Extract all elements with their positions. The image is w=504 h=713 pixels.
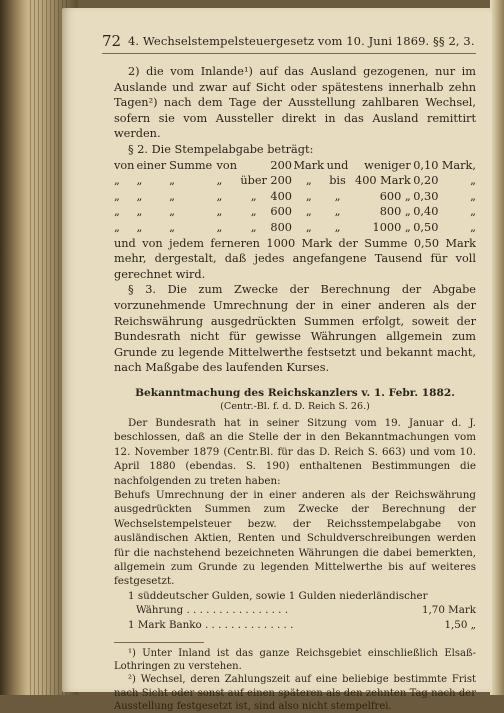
rate-cell-c7: Mark (293, 158, 325, 172)
rate-row (114, 204, 476, 220)
rate-row (114, 158, 476, 174)
rate-cell-c7: „ (305, 189, 312, 203)
rate-cell-c1: „ (114, 205, 120, 219)
rate-cell-c7: „ (305, 205, 312, 219)
rate-cell-c3: „ (169, 189, 175, 203)
rate-cell-c2: „ (136, 205, 143, 219)
rate-cell-c2: „ (136, 220, 143, 234)
currency-row-2 (114, 618, 476, 632)
paragraph-section-3: § 3. Die zum Zwecke der Berechnung der Abgabe vorzunehmende Umrechnung der in einer anderen als der Reichswährung ausgedrückten Summen erfolgt, soweit der Bundesrath nicht für gewisse Währungen allgemein zum Grunde zu legende Mittelwerthe festsetzt und bekannt macht, nach Maßgabe des laufenden Kurses. (114, 283, 476, 375)
rate-cell-c6: 600 (270, 205, 292, 219)
notice-title: Bekanntmachung des Reichskanzlers v. 1. Febr. 1882. (135, 386, 455, 399)
notice-source: (Centr.-Bl. f. d. D. Reich S. 26.) (220, 400, 370, 412)
rate-cell-c8: „ (334, 220, 341, 234)
page-number: 72 (102, 32, 122, 50)
footnote-2: ²) Wechsel, deren Zahlungszeit auf eine beliebige bestimmte Frist nach Sicht oder sonst auf einen späteren als den zehnten Tag nach der Ausstellung festgesetzt ist, sind also nicht stempelfrei. (114, 674, 476, 712)
rate-cell-c9: 400 Mark (355, 174, 411, 188)
rate-cell-c7: „ (305, 174, 312, 188)
page-content (102, 32, 476, 713)
rate-cell-c9: 600 „ (379, 189, 411, 203)
rate-cell-c8: „ (334, 189, 341, 203)
running-header (102, 32, 476, 56)
rate-cell-c2: „ (136, 189, 143, 203)
notice-body: Der Bundesrath hat in seiner Sitzung vom 19. Januar d. J. beschlossen, daß an die Stelle der in den Bekanntmachungen vom 12. November 1879 (Centr.Bl. für das D. Reich S. 663) und vom 10. April 1880 (ebendas. S. 190) enthaltenen Bestimmungen die nachfolgenden zu treten haben: (114, 416, 476, 487)
rate-cell-c9: 800 „ (379, 205, 411, 219)
currency-row-1-value: 1,70 Mark (421, 604, 476, 617)
rate-cell-c5: „ (250, 205, 257, 219)
rate-cell-c6: 200 (270, 174, 292, 188)
rate-cell-c4: „ (216, 220, 223, 234)
rate-cell-c5: „ (250, 189, 257, 203)
rate-cell-c1: von (114, 158, 135, 172)
rate-cell-c5: über (240, 174, 267, 188)
rate-cell-c4: „ (216, 205, 223, 219)
rate-cell-c8: und (326, 158, 349, 172)
rate-cell-c5: „ (250, 220, 257, 234)
header-rule (102, 53, 476, 54)
currency-row-1 (114, 603, 476, 617)
paragraph-section-2-intro: § 2. Die Stempelabgabe beträgt: (128, 142, 314, 156)
rate-table (114, 158, 476, 236)
rate-cell-c8: „ (334, 205, 341, 219)
rate-cell-c8: bis (329, 174, 346, 188)
rate-cell-c11: „ (470, 220, 476, 234)
rate-cell-c10: 0,20 (413, 174, 439, 188)
rate-cell-c10: 0,30 (413, 189, 439, 203)
rate-cell-c5 (239, 158, 268, 174)
currency-row-2-label: 1 Mark Banko . . . . . . . . . . . . . . (128, 618, 294, 631)
rate-cell-c11: „ (470, 205, 476, 219)
footnote-rule (114, 642, 204, 643)
rate-cell-c6: 400 (270, 189, 292, 203)
rate-row (114, 189, 476, 205)
rate-cell-c9: weniger (364, 158, 411, 172)
rate-row (114, 220, 476, 236)
rate-cell-c4: „ (216, 189, 223, 203)
rate-cell-c1: „ (114, 189, 120, 203)
book-page (62, 8, 492, 712)
rate-cell-c11: „ (470, 174, 476, 188)
currency-line-1: 1 süddeutscher Gulden, sowie 1 Gulden niederländischer (128, 589, 428, 602)
currency-row-2-value: 1,50 „ (444, 618, 476, 631)
rate-cell-c3: „ (169, 174, 175, 188)
paragraph-section-2-outro: und von jedem ferneren 1000 Mark der Summe 0,50 Mark mehr, dergestalt, daß jedes angefangene Tausend für voll gerechnet wird. (114, 236, 476, 281)
rate-cell-c4: „ (216, 174, 223, 188)
rate-cell-c3: „ (169, 220, 175, 234)
rate-cell-c3: „ (169, 205, 175, 219)
rate-cell-c6: 200 (270, 158, 292, 172)
rate-cell-c6: 800 (270, 220, 292, 234)
rate-cell-c1: „ (114, 174, 120, 188)
rate-cell-c4: von (216, 158, 237, 172)
rate-cell-c10: 0,10 (413, 158, 439, 172)
rate-cell-c9: 1000 „ (372, 220, 411, 234)
rate-cell-c1: „ (114, 220, 120, 234)
rate-cell-c7: „ (305, 220, 312, 234)
rate-cell-c2: einer (136, 158, 167, 172)
running-title: 4. Wechselstempelsteuergesetz vom 10. Juni 1869. §§ 2, 3. (128, 34, 475, 48)
footnote-1: ¹) Unter Inland ist das ganze Reichsgebiet einschließlich Elsaß-Lothringen zu verstehen. (114, 647, 476, 673)
rate-cell-c11: Mark, (441, 158, 476, 172)
book-edge-right (490, 0, 504, 695)
rate-cell-c11: „ (470, 189, 476, 203)
rate-cell-c10: 0,40 (413, 205, 439, 219)
currency-row-1-label: Währung . . . . . . . . . . . . . . . . (136, 604, 288, 617)
rate-cell-c10: 0,50 (413, 220, 439, 234)
notice-body-2: Behufs Umrechnung der in einer anderen als der Reichswährung ausgedrückten Summen zum Zwecke der Berechnung der Wechselstempelsteuer bezw. der Reichsstempelabgabe von ausländischen Aktien, Renten und Schuldverschreibungen werden für die nachstehend bezeichneten Währungen die dabei bemerkten, allgemein zum Grunde zu legenden Mittelwerthe bis auf weiteres festgesetzt. (114, 488, 476, 588)
rate-cell-c2: „ (136, 174, 143, 188)
rate-cell-c3: Summe (169, 158, 213, 172)
rate-row (114, 173, 476, 189)
paragraph-item-2: 2) die vom Inlande¹) auf das Ausland gezogenen, nur im Auslande und zwar auf Sicht oder spätestens innerhalb zehn Tagen²) nach dem Tage der Ausstellung zahlbaren Wechsel, sofern sie vom Aussteller direkt in das Ausland remittirt werden. (114, 65, 476, 141)
